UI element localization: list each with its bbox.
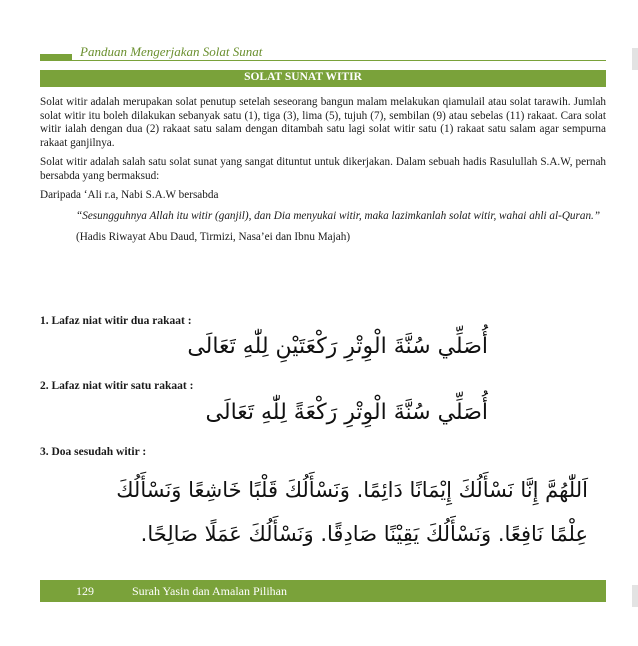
paragraph-narrator: Daripada ‘Ali r.a, Nabi S.A.W bersabda xyxy=(40,189,219,201)
footer-book-title: Surah Yasin dan Amalan Pilihan xyxy=(132,584,287,598)
item-heading-1: 1. Lafaz niat witir dua rakaat : xyxy=(40,315,192,327)
item-heading-3: 3. Doa sesudah witir : xyxy=(40,446,147,458)
paragraph-hadith-intro: Solat witir adalah salah satu solat sunat yang sangat dituntut untuk dikerjakan. Dalam sebuah hadis Rasulullah S.A.W, pernah bersabda yang bermaksud: xyxy=(40,156,606,182)
header-rule xyxy=(40,60,606,61)
page-number: 129 xyxy=(76,584,94,598)
item-heading-2: 2. Lafaz niat witir satu rakaat : xyxy=(40,380,194,392)
arabic-doa-line-1: اَللّٰهُمَّ إِنَّا نَسْأَلُكَ إِيْمَانًا دَائِمًا. وَنَسْأَلُكَ قَلْبًا خَاشِعًا وَنَسْأَلُكَ xyxy=(116,478,588,502)
section-title: SOLAT SUNAT WITIR xyxy=(244,71,362,83)
hadith-source: (Hadis Riwayat Abu Daud, Tirmizi, Nasa’ei dan Ibnu Majah) xyxy=(76,230,351,243)
paragraph-intro: Solat witir adalah merupakan solat penutup setelah seseorang bangun malam melakukan qiamulail atau solat tarawih. Jumlah solat witir itu boleh dilakukan sebanyak satu (1), tiga (3), lima (5), tujuh (7), sembilan (9) atau sebelas (11) rakaat. Cara solat witir ialah dengan dua (2) rakaat satu salam dengan ditambah satu lagi solat witir satu (1) rakaat satu salam agar sempurna rakaat ganjilnya. xyxy=(40,96,606,149)
body-text xyxy=(40,96,606,244)
running-header-title: Panduan Mengerjakan Solat Sunat xyxy=(80,44,263,59)
arabic-niat-dua-rakaat: أُصَلِّي سُنَّةَ الْوِتْرِ رَكْعَتَيْنِ لِلّٰهِ تَعَالَى xyxy=(187,334,488,359)
page-edge-tab xyxy=(632,585,638,607)
section-banner xyxy=(40,70,606,87)
footer-bar xyxy=(40,580,606,602)
hadith-quote: “Sesungguhnya Allah itu witir (ganjil), dan Dia menyukai witir, maka lazimkanlah solat witir, wahai ahli al-Quran.” xyxy=(76,209,601,222)
arabic-doa-line-2: عِلْمًا نَافِعًا. وَنَسْأَلُكَ يَقِيْنًا صَادِقًا. وَنَسْأَلُكَ عَمَلًا صَالِحًا. xyxy=(140,522,588,546)
arabic-niat-satu-rakaat: أُصَلِّي سُنَّةَ الْوِتْرِ رَكْعَةً لِلّٰهِ تَعَالَى xyxy=(205,400,488,425)
page-edge-tab xyxy=(632,48,638,70)
